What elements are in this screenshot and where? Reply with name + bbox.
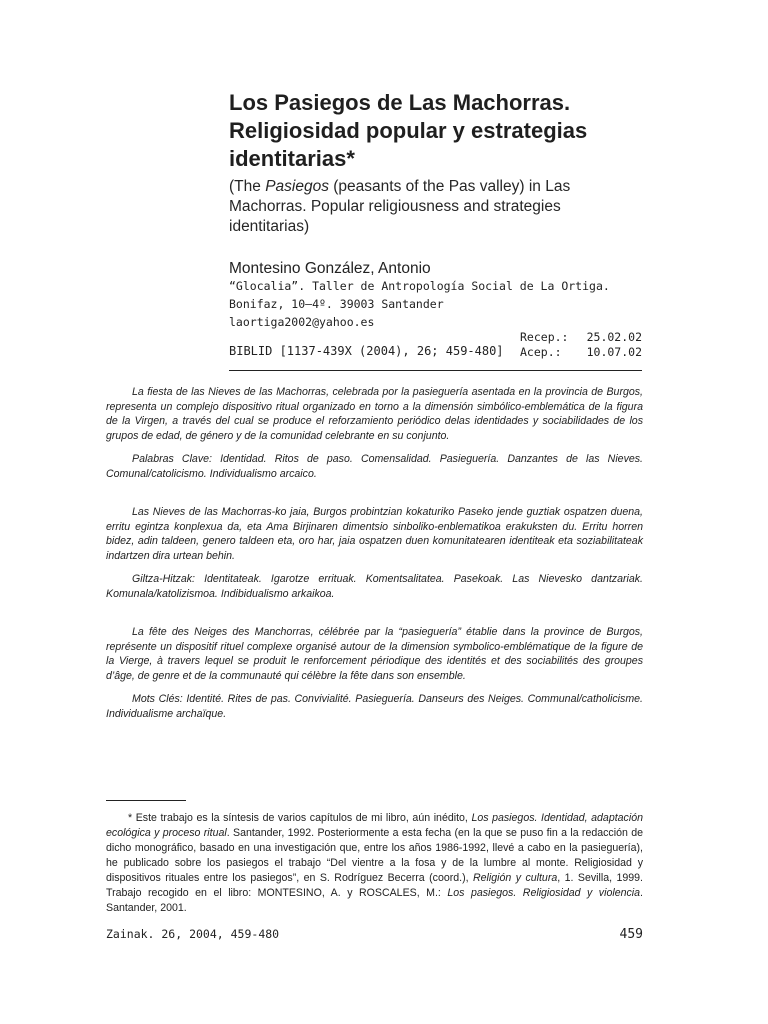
- abstract-keywords: Mots Clés: Identité. Rites de pas. Convivialité. Pasieguería. Danseurs des Neiges. Communal/catholicisme. Individualisme archaïque.: [106, 693, 643, 720]
- abstract-text: Las Nieves de las Machorras-ko jaia, Burgos probintzian kokaturiko Paseko jende guztiak ospatzen duena, erritu egintza konplexua da, eta Ama Birjinaren dimentsio sinboliko-enblematikoa erakuksten du. Erritu horren bidez, adin taldeen, genero taldeen eta, oro har, jaia ospatzen duen komunitatearen identiteak eta soziabilitateak indartzen dira urtean behin.: [106, 506, 643, 562]
- page-number: 459: [619, 927, 643, 942]
- footnote-text: . Santander, 2001.: [106, 887, 643, 914]
- abstract-spanish: [106, 385, 643, 481]
- footnote-text: * Este trabajo es la síntesis de varios capítulos de mi libro, aún inédito,: [128, 812, 472, 824]
- abstract-text: La fiesta de las Nieves de las Machorras, celebrada por la pasieguería asentada en la provincia de Burgos, representa un complejo dispositivo ritual organizado en torno a la dimensión simbólico-emblemática de la figura de la Virgen, a través del cual se produce el reforzamiento periódico delas identidades y sociabilidades de los grupos de edad, de género y de la comunidad celebrante en su conjunto.: [106, 386, 643, 442]
- header-divider: [229, 370, 642, 371]
- subtitle-pre: (The: [229, 178, 266, 195]
- abstracts: [106, 385, 643, 721]
- footnote-book-title: Los pasiegos. Religiosidad y violencia: [447, 887, 641, 899]
- accepted-row: [520, 345, 642, 360]
- article-subtitle: [229, 177, 645, 237]
- article-title: Los Pasiegos de Las Machorras. Religiosidad popular y estrategias identitarias*: [229, 90, 588, 171]
- abstract-keywords: Giltza-Hitzak: Identitateak. Igarotze errituak. Komentsalitatea. Pasekoak. Las Nievesko dantzariak. Komunala/katolizismoa. Indibidualismo arkaikoa.: [106, 573, 643, 600]
- received-label: Recep.:: [520, 330, 569, 344]
- affiliation-line: “Glocalia”. Taller de Antropología Social de La Ortiga.: [229, 279, 610, 293]
- journal-citation: Zainak. 26, 2004, 459-480: [106, 927, 280, 941]
- footnote-text: . Santander, 1992. Posteriormente a esta fecha (en la que se puso fin a la redacción de dicho monográfico, basado en una investigación que, entre los años 1986-1992, llevé a cabo en la pasieguería), he publicado sobre los pasiegos el trabajo “Del vientre a la fosa y de la lumbre al monte. Religiosidad y dispositivos rituales entre los pasiegos”, en S. Rodríguez Becerra (coord.),: [106, 827, 643, 884]
- footnote-book-title: Los pasiegos. Identidad, adaptación ecológica y proceso ritual: [106, 812, 643, 839]
- page-footer: [106, 927, 643, 942]
- abstract-keywords: Palabras Clave: Identidad. Ritos de paso. Comensalidad. Pasieguería. Danzantes de las Nieves. Comunal/catolicismo. Individualismo arcaico.: [106, 453, 643, 480]
- footnote-book-title: Religión y cultura: [473, 872, 558, 884]
- author-affiliation: [229, 277, 610, 331]
- received-date: 25.02.02: [586, 330, 642, 344]
- footnote-text: , 1. Sevilla, 1999. Trabajo recogido en el libro: MONTESINO, A. y ROSCALES, M.:: [106, 872, 643, 899]
- biblid: BIBLID [1137-439X (2004), 26; 459-480]: [229, 344, 504, 358]
- received-row: [520, 330, 642, 345]
- abstract-french: [106, 625, 643, 721]
- footnote-divider: [106, 800, 186, 801]
- author-email: laortiga2002@yahoo.es: [229, 315, 375, 329]
- footnote: [106, 811, 643, 916]
- article-header: [229, 89, 645, 237]
- author-name: Montesino González, Antonio: [229, 260, 431, 277]
- affiliation-line: Bonifaz, 10–4º. 39003 Santander: [229, 297, 444, 311]
- accepted-label: Acep.:: [520, 345, 562, 359]
- accepted-date: 10.07.02: [586, 345, 642, 359]
- abstract-basque: [106, 505, 643, 601]
- subtitle-post: (peasants of the Pas valley) in Las Machorras. Popular religiousness and strategies identitarias): [229, 178, 571, 235]
- subtitle-italic: Pasiegos: [265, 178, 329, 195]
- abstract-text: La fête des Neiges des Manchorras, célébrée par la “pasieguería” établie dans la province de Burgos, représente un dispositif rituel complexe organisé autour de la dimension symbolico-emblématique de la figure de la Vierge, à travers lequel se produit le renforcement périodique des identités et des sociabilités des groupes d’âge, de genre et de la communauté qui célèbre la fête dans son ensemble.: [106, 626, 643, 682]
- received-accepted-dates: [520, 330, 642, 360]
